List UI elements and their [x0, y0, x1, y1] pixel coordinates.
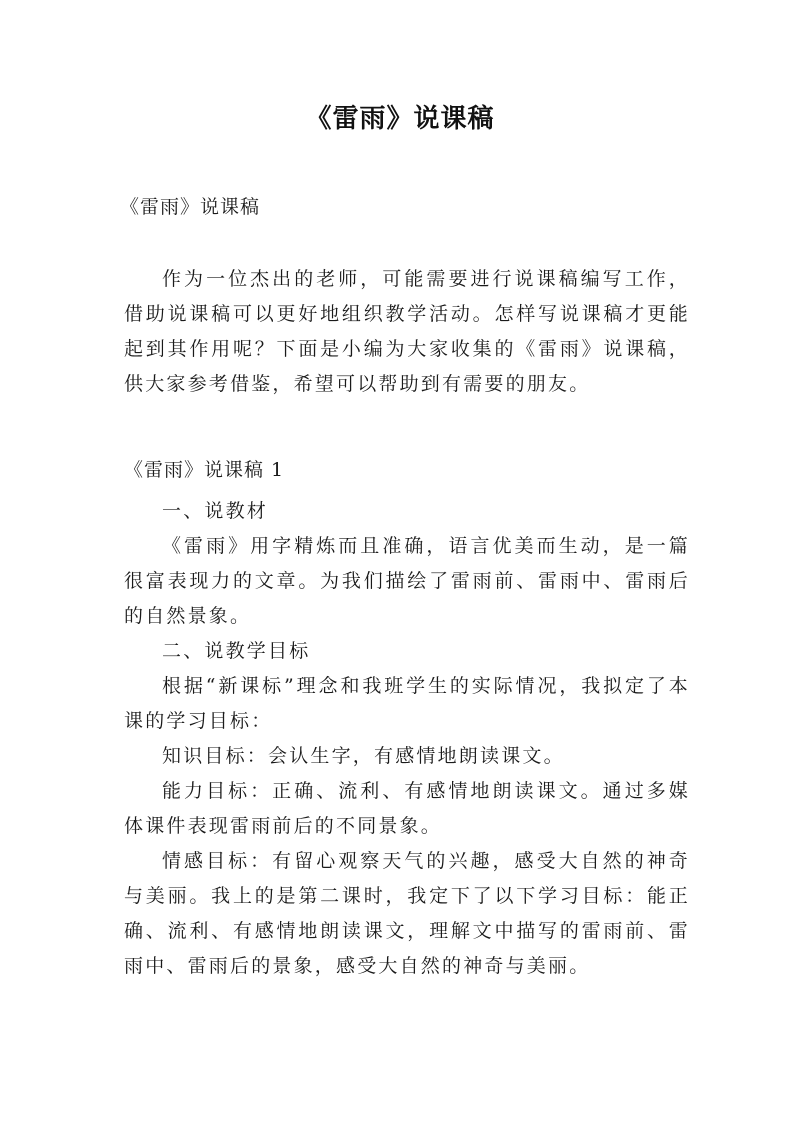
paragraph-knowledge-goal: 知识目标：会认生字，有感情地朗读课文。 — [162, 745, 565, 767]
document-subtitle: 《雷雨》说课稿 — [120, 196, 261, 218]
document-title: 《雷雨》说课稿 — [305, 104, 495, 134]
section-heading: 《雷雨》说课稿 1 — [124, 459, 285, 481]
paragraph-emotion-goal: 情感目标：有留心观察天气的兴趣，感受大自然的神奇与美丽。我上的是第二课时，我定下了以下学习目标：能正确、流利、有感情地朗读课文，理解文中描写的雷雨前、雷雨中、雷雨后的景象，感受大自然的神奇与美丽。 — [124, 850, 690, 977]
paragraph-goals-intro: 根据“新课标”理念和我班学生的实际情况，我拟定了本课的学习目标： — [124, 675, 690, 732]
paragraph-material-description: 《雷雨》用字精炼而且准确，语言优美而生动，是一篇很富表现力的文章。为我们描绘了雷雨前、雷雨中、雷雨后的自然景象。 — [124, 535, 690, 627]
heading-teaching-goals: 二、说教学目标 — [162, 640, 311, 662]
heading-teaching-material: 一、说教材 — [162, 500, 269, 522]
paragraph-ability-goal: 能力目标：正确、流利、有感情地朗读课文。通过多媒体课件表现雷雨前后的不同景象。 — [124, 780, 690, 837]
intro-paragraph: 作为一位杰出的老师，可能需要进行说课稿编写工作，借助说课稿可以更好地组织教学活动。怎样写说课稿才更能起到其作用呢？下面是小编为大家收集的《雷雨》说课稿，供大家参考借鉴，希望可以帮助到有需要的朋友。 — [124, 268, 690, 395]
section-body — [124, 494, 690, 984]
